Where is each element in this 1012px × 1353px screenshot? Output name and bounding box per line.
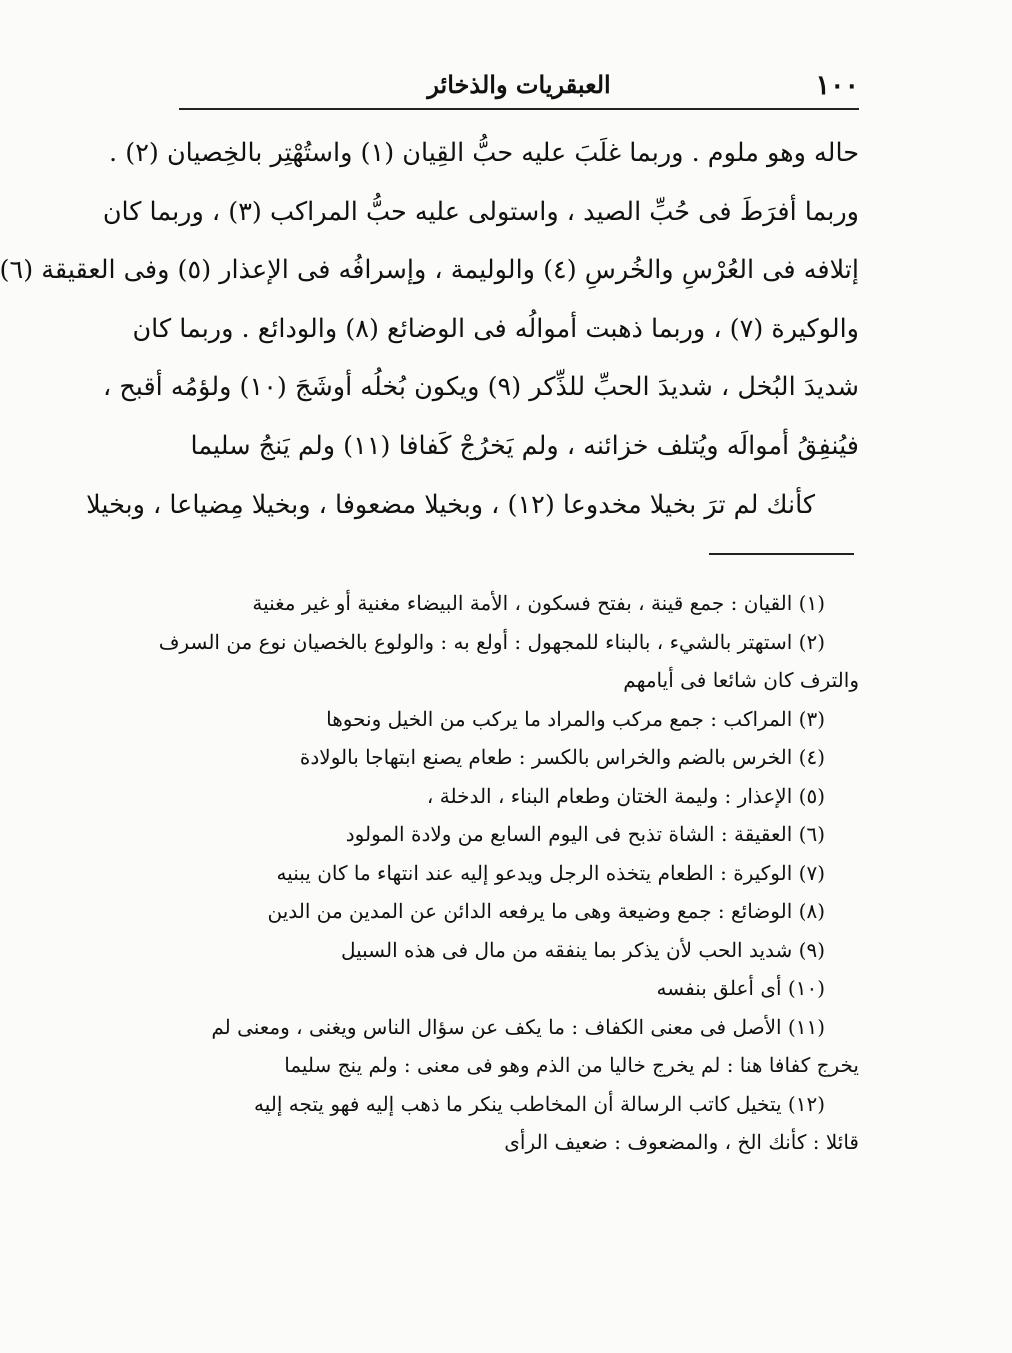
footnote-7: (٧) الوكيرة : الطعام يتخذه الرجل ويدعو إليه عند انتهاء ما كان يبنيه bbox=[276, 860, 825, 885]
footnotes bbox=[158, 584, 859, 1162]
main-text bbox=[0, 124, 859, 534]
footnote-12: (١٢) يتخيل كاتب الرسالة أن المخاطب ينكر ما ذهب إليه فهو يتجه إليه bbox=[253, 1091, 825, 1116]
body-line: حاله وهو ملوم . وربما غلَبَ عليه حبُّ القِيان (١) واستُهْتِر بالخِصيان (٢) . bbox=[109, 138, 859, 168]
footnote-6: (٦) العقيقة : الشاة تذبح فى اليوم السابع من ولادة المولود bbox=[345, 822, 825, 846]
footnote-11-continuation: يخرج كفافا هنا : لم يخرج خاليا من الذم وهو فى معنى : ولم ينج سليما bbox=[284, 1053, 859, 1077]
body-line: والوكيرة (٧) ، وربما ذهبت أموالُه فى الوضائع (٨) والودائع . وربما كان bbox=[132, 313, 859, 344]
footnote-5: (٥) الإعذار : وليمة الختان وطعام البناء ، الدخلة ، bbox=[426, 783, 825, 808]
footnote-separator bbox=[709, 553, 854, 555]
page-number: ١٠٠ bbox=[815, 70, 859, 101]
footnote-9: (٩) شديد الحب لأن يذكر بما ينفقه من مال فى هذه السبيل bbox=[340, 937, 825, 962]
footnote-1: (١) القيان : جمع قينة ، بفتح فسكون ، الأمة البيضاء مغنية أو غير مغنية bbox=[252, 591, 825, 615]
footnote-4: (٤) الخرس بالضم والخراس بالكسر : طعام يصنع ابتهاجا بالولادة bbox=[299, 745, 825, 769]
footnote-3: (٣) المراكب : جمع مركب والمراد ما يركب من الخيل ونحوها bbox=[326, 706, 825, 731]
footnote-12-continuation: قائلا : كأنك الخ ، والمضعوف : ضعيف الرأى bbox=[504, 1130, 859, 1154]
body-line: إتلافه فى العُرْسِ والخُرسِ (٤) والوليمة ، وإسرافُه فى الإعذار (٥) وفى العقيقة (٦) bbox=[0, 255, 859, 286]
footnote-2-continuation: والترف كان شائعا فى أيامهم bbox=[623, 668, 859, 692]
footnote-8: (٨) الوضائع : جمع وضيعة وهى ما يرفعه الدائن عن المدين من الدين bbox=[267, 899, 825, 923]
footnote-2: (٢) استهتر بالشيء ، بالبناء للمجهول : أولع به : والولوع بالخصيان نوع من السرف bbox=[158, 629, 825, 654]
indented-line: كأنك لم ترَ بخيلا مخدوعا (١٢) ، وبخيلا مضعوفا ، وبخيلا مِضياعا ، وبخيلا bbox=[86, 489, 815, 520]
book-title: العبقريات والذخائر bbox=[427, 70, 611, 99]
body-line: وربما أفرَطَ فى حُبِّ الصيد ، واستولى عليه حبُّ المراكب (٣) ، وربما كان bbox=[102, 196, 859, 227]
footnote-11: (١١) الأصل فى معنى الكفاف : ما يكف عن سؤال الناس ويغنى ، ومعنى لم bbox=[211, 1014, 825, 1039]
body-line: فيُنفِقُ أموالَه ويُتلف خزائنه ، ولم يَخرُجْ كَفافا (١١) ولم يَنجُ سليما bbox=[190, 430, 859, 461]
footnote-10: (١٠) أى أعلق بنفسه bbox=[656, 976, 825, 1000]
body-line: شديدَ البُخل ، شديدَ الحبِّ للذِّكر (٩) ويكون بُخلُه أوشَجَ (١٠) ولؤمُه أقبح ، bbox=[102, 372, 859, 403]
running-header bbox=[179, 64, 859, 110]
